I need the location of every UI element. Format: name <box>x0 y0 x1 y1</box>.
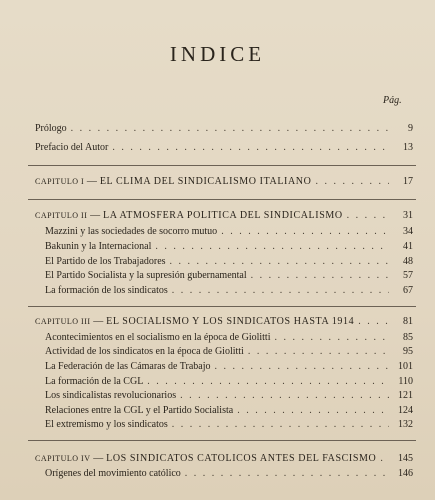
toc-chapter-4: CAPITULO IV — LOS SINDICATOS CATOLICOS ANTES DEL FASCISMO . . . 145 <box>35 453 413 466</box>
toc-section <box>45 241 413 254</box>
toc-entry-label: Prefacio del Autor <box>35 142 109 153</box>
dot-leader <box>71 123 389 134</box>
toc-entry-label: La formación de los sindicatos <box>45 285 168 296</box>
toc-entry-page: 9 <box>408 123 413 134</box>
dot-leader <box>221 226 389 237</box>
toc-entry-page: 31 <box>403 210 413 221</box>
toc-chapter-2: CAPITULO II — LA ATMOSFERA POLITICA DEL SINDICALISMO . . . 31 <box>35 210 413 223</box>
toc-entry-label: Prólogo <box>35 123 67 134</box>
page-title: INDICE <box>169 42 266 66</box>
toc-section <box>45 285 413 298</box>
toc-entry-page: 110 <box>398 376 413 387</box>
toc-entry-page: 17 <box>403 176 413 187</box>
toc-section <box>45 419 413 432</box>
chapter-number: CAPITULO IV <box>35 454 91 463</box>
toc-entry-page: 95 <box>403 346 413 357</box>
dot-leader <box>315 176 389 187</box>
dot-leader <box>248 346 389 357</box>
toc-entry-page: 67 <box>403 285 413 296</box>
toc-chapter-1: CAPITULO I — EL CLIMA DEL SINDICALISMO ITALIANO . . . 17 <box>35 176 413 189</box>
toc-entry-label: Relaciones entre la CGL y el Partido Socialista <box>45 405 234 416</box>
toc-entry-page: 48 <box>403 256 413 267</box>
toc-entry-page: 121 <box>398 390 413 401</box>
toc-entry-page: 34 <box>403 226 413 237</box>
dot-leader <box>172 419 389 430</box>
toc-entry-page: 132 <box>398 419 413 430</box>
dot-leader <box>112 142 389 153</box>
dot-leader <box>170 256 389 267</box>
chapter-title: LA ATMOSFERA POLITICA DEL SINDICALISMO <box>103 210 343 221</box>
toc-chapter-3: CAPITULO III — EL SOCIALISMO Y LOS SINDICATOS HASTA 1914 . . . 81 <box>35 316 413 329</box>
toc-entry-page: 145 <box>398 453 413 464</box>
chapter-number: CAPITULO I <box>35 177 85 186</box>
dot-leader <box>380 453 389 464</box>
dot-leader <box>275 332 390 343</box>
section-divider <box>28 440 416 441</box>
dot-leader <box>185 468 389 479</box>
dot-leader <box>172 285 389 296</box>
section-divider <box>28 165 416 166</box>
toc-entry-label: La formación de la CGL <box>45 376 144 387</box>
toc-section <box>45 390 413 403</box>
toc-section <box>45 270 413 283</box>
toc-section <box>45 332 413 345</box>
toc-entry-label: Los sindicalistas revolucionarios <box>45 390 177 401</box>
toc-entry-page: 146 <box>398 468 413 479</box>
toc-entry-page: 81 <box>403 316 413 327</box>
toc-entry-page: 13 <box>403 142 413 153</box>
toc-entry-label: Actividad de los sindicatos en la época de Giolitti <box>45 346 244 357</box>
toc-section <box>45 226 413 239</box>
toc-entry-page: 41 <box>403 241 413 252</box>
toc-section <box>45 361 413 374</box>
toc-section <box>45 468 413 481</box>
toc-entry-page: 57 <box>403 270 413 281</box>
dot-leader <box>215 361 389 372</box>
dot-leader <box>147 376 389 387</box>
chapter-number: CAPITULO III <box>35 317 91 326</box>
toc-section <box>45 256 413 269</box>
toc-entry-label: Orígenes del movimiento católico <box>45 468 181 479</box>
toc-section <box>45 346 413 359</box>
dot-leader <box>347 210 389 221</box>
toc-section <box>45 376 413 389</box>
toc-entry-page: 85 <box>403 332 413 343</box>
chapter-title: EL SOCIALISMO Y LOS SINDICATOS HASTA 1914 <box>106 316 355 327</box>
toc-entry-label: Bakunin y la Internacional <box>45 241 152 252</box>
toc-entry-label: Mazzini y las sociedades de socorro mutuo <box>45 226 218 237</box>
dot-leader <box>180 390 389 401</box>
toc-entry-label: El extremismo y los sindicatos <box>45 419 168 430</box>
toc-entry-prologo <box>35 123 413 136</box>
toc-entry-prefacio <box>35 142 413 155</box>
dot-leader <box>155 241 389 252</box>
dot-leader <box>237 405 389 416</box>
section-divider <box>28 306 416 307</box>
toc-entry-page: 101 <box>398 361 413 372</box>
chapter-title: LOS SINDICATOS CATOLICOS ANTES DEL FASCISMO <box>106 453 377 464</box>
toc-entry-page: 124 <box>398 405 413 416</box>
toc-entry-label: El Partido Socialista y la supresión gubernamental <box>45 270 247 281</box>
toc-entry-label: El Partido de los Trabajadores <box>45 256 166 267</box>
toc-section <box>45 405 413 418</box>
toc-entry-label: La Federación de las Cámaras de Trabajo <box>45 361 211 372</box>
chapter-title: EL CLIMA DEL SINDICALISMO ITALIANO <box>99 176 312 187</box>
page-column-header: Pág. <box>383 95 402 106</box>
dot-leader <box>358 316 389 327</box>
toc-entry-label: Acontecimientos en el socialismo en la época de Giolitti <box>45 332 271 343</box>
section-divider <box>28 199 416 200</box>
dot-leader <box>251 270 389 281</box>
chapter-number: CAPITULO II <box>35 211 88 220</box>
